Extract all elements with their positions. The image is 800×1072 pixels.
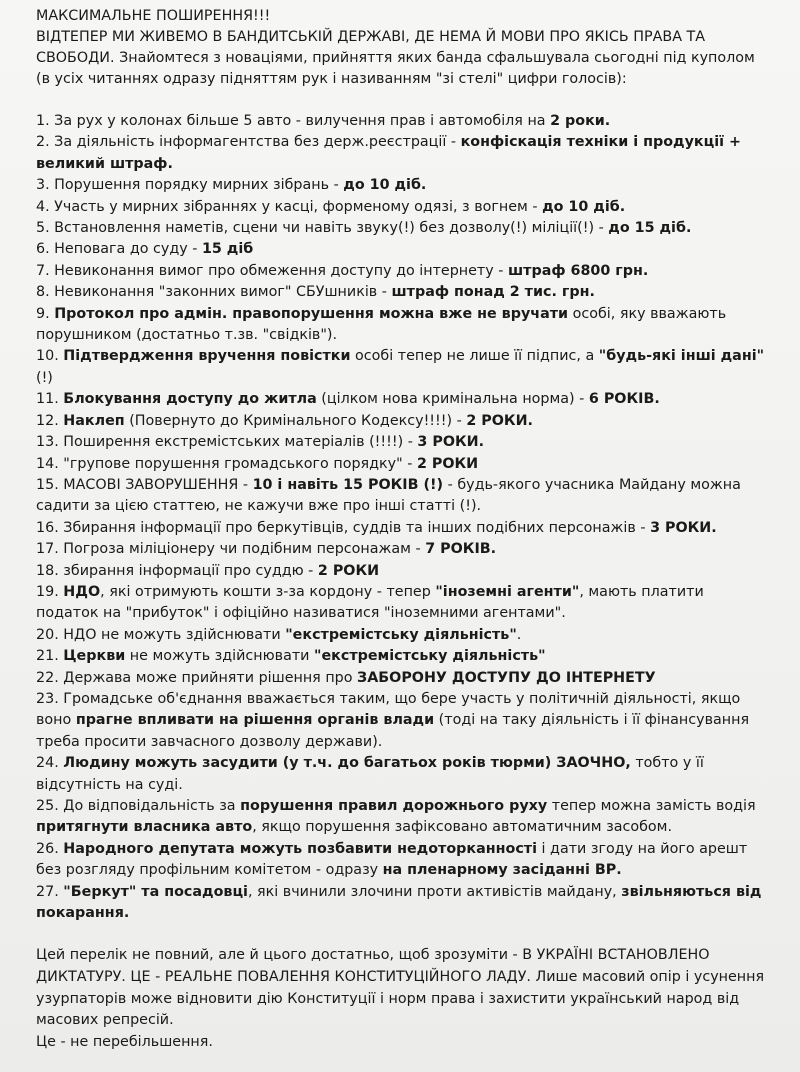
- text: не можуть здійснювати: [125, 648, 315, 665]
- list-item: [36, 389, 766, 410]
- closing-paragraph: Цей перелік не повний, але й цього достатньо, щоб зрозуміти - В УКРАЇНІ ВСТАНОВЛЕНО ДИКТАТУРУ. ЦЕ - РЕАЛЬНЕ ПОВАЛЕННЯ КОНСТИТУЦІЙНОГО ЛАДУ. Лише масовий опір і усунення узурпаторів може відновити дію Конституції і норм права і захистити український народ від масових репресій.: [36, 947, 765, 1029]
- bold-text: Блокування доступу до житла: [63, 391, 317, 408]
- heading-line-2: ВІДТЕПЕР МИ ЖИВЕМО В БАНДИТСЬКІЙ ДЕРЖАВІ, ДЕ НЕМА Й МОВИ ПРО ЯКІСЬ ПРАВА ТА СВОБОДИ.: [36, 29, 706, 66]
- text: 9.: [36, 305, 55, 322]
- text: особі, яку вважають порушником (достатньо т.зв. "свідків").: [36, 305, 727, 344]
- text: і дати згоду на його арешт без розгляду профільним комітетом - одразу: [36, 840, 748, 879]
- list-item: [36, 668, 766, 689]
- bold-text: до 10 діб.: [343, 177, 427, 194]
- bold-text: Протокол про адмін. правопорушення можна вже не вручати: [54, 305, 569, 322]
- text: тепер можна замість водія: [547, 798, 756, 814]
- list-item: [36, 175, 766, 196]
- list-item: [36, 882, 766, 925]
- bold-text: 3 РОКИ.: [650, 519, 717, 536]
- text: 16. Збирання інформації про беркутівців, суддів та інших подібних персонажів -: [36, 519, 651, 536]
- list-item: [36, 261, 766, 282]
- list-item: [36, 518, 766, 539]
- text: (тоді на таку діяльність і її фінансування треба просити завчасного дозволу держави).: [36, 712, 750, 750]
- bold-text: 3 РОКИ.: [417, 434, 485, 451]
- text: , мають платити податок на "прибуток" і офіційно називатися "іноземними агентами".: [36, 583, 704, 622]
- bold-text: Наклеп: [63, 412, 125, 429]
- list-item: [36, 839, 766, 882]
- text: 25. До відповідальність за: [36, 798, 241, 814]
- text: 3. Порушення порядку мирних зібрань -: [36, 177, 344, 194]
- document-heading: [36, 6, 766, 90]
- bold-text: 2 РОКИ: [416, 455, 479, 472]
- heading-line-1: МАКСИМАЛЬНЕ ПОШИРЕННЯ!!!: [36, 8, 271, 24]
- bold-text: "екстремістську діяльність": [285, 626, 517, 643]
- list-item: [36, 582, 766, 625]
- bold-text: штраф понад 2 тис. грн.: [391, 284, 595, 301]
- list-item: [36, 475, 766, 518]
- list-item: [36, 218, 766, 239]
- bold-text: на пленарному засіданні ВР.: [382, 862, 622, 879]
- closing-section: [36, 945, 766, 1053]
- list-item: [36, 346, 766, 389]
- text: 26.: [36, 840, 64, 857]
- text: 27.: [36, 883, 64, 900]
- bold-text: 2 РОКИ.: [466, 412, 533, 429]
- list-item: [36, 411, 766, 432]
- bold-text: НДО: [63, 583, 101, 600]
- text: (!): [36, 369, 53, 386]
- text: 1. За рух у колонах більше 5 авто - вилучення прав і автомобіля на: [36, 113, 551, 129]
- bold-text: конфіскація техніки і продукції + великий штраф.: [36, 134, 741, 172]
- list-item: [36, 561, 766, 582]
- bold-text: прагне впливати на рішення органів влади: [75, 712, 435, 729]
- text: 13. Поширення екстремістських матеріалів (!!!!) -: [36, 434, 418, 451]
- bold-text: "будь-які інші дані": [598, 348, 765, 365]
- bold-text: штраф 6800 грн.: [507, 262, 649, 279]
- bold-text: 2 РОКИ: [317, 562, 380, 579]
- list-item: [36, 304, 766, 347]
- new-laws-list: [36, 111, 766, 924]
- list-item: [36, 432, 766, 453]
- text: , які вчинили злочини проти активістів майдану,: [247, 883, 622, 900]
- text: 14. "групове порушення громадського порядку" -: [36, 455, 417, 472]
- text: 4. Участь у мирних зібраннях у касці, форменому одязі, з вогнем -: [36, 198, 543, 215]
- list-item: [36, 111, 766, 132]
- text: (цілком нова кримінальна норма) -: [316, 391, 589, 408]
- bold-text: 10 і навіть 15 РОКІВ (!): [252, 476, 444, 493]
- list-item: [36, 197, 766, 218]
- list-item: [36, 454, 766, 475]
- text: 19.: [36, 583, 64, 600]
- text: 10.: [36, 348, 64, 365]
- bold-text: Народного депутата можуть позбавити недоторканності: [63, 840, 537, 857]
- bold-text: "Беркут" та посадовці: [63, 883, 248, 900]
- bold-text: 15 діб: [201, 241, 254, 258]
- list-item: [36, 625, 766, 646]
- bold-text: звільняються від покарання.: [36, 883, 762, 922]
- text: 12.: [36, 412, 64, 429]
- text: 24.: [36, 755, 64, 772]
- text: особі тепер не лише її підпис, а: [350, 348, 599, 365]
- bold-text: Людину можуть засудити (у т.ч. до багатьох років тюрми) ЗАОЧНО,: [63, 755, 631, 772]
- list-item: [36, 539, 766, 560]
- text: 20. НДО не можуть здійснювати: [36, 626, 286, 643]
- intro-text: Знайомтеся з новаціями, прийняття яких банда сфальшувала сьогодні під куполом (в усіх читаннях одразу підняттям рук і називанням "зі стелі" цифри голосів):: [36, 50, 755, 87]
- text: 7. Невиконання вимог про обмеження доступу до інтернету -: [36, 262, 508, 279]
- bold-text: 6 РОКІВ.: [588, 391, 660, 408]
- list-item: [36, 689, 766, 753]
- bold-text: притягнути власника авто: [36, 819, 253, 836]
- text: , якщо порушення зафіксовано автоматичним засобом.: [252, 819, 672, 836]
- text: 15. МАСОВІ ЗАВОРУШЕННЯ -: [36, 476, 253, 493]
- bold-text: "іноземні агенти": [435, 583, 580, 600]
- bold-text: до 10 діб.: [542, 198, 626, 215]
- text: (Повернуто до Кримінального Кодексу!!!!) -: [124, 412, 467, 429]
- text: - будь-якого учасника Майдану можна садити за цією статтею, не кажучи вже про інші статті (!).: [36, 476, 741, 515]
- text: 23. Громадське об'єднання вважається таким, що бере участь у політичній діяльності, якщо воно: [36, 690, 741, 729]
- bold-text: ЗАБОРОНУ ДОСТУПУ ДО ІНТЕРНЕТУ: [357, 669, 656, 686]
- text: 8. Невиконання "законних вимог" СБУшників -: [36, 284, 392, 301]
- text: 17. Погроза міліціонеру чи подібним персонажам -: [36, 541, 426, 558]
- bold-text: Підтвердження вручення повістки: [63, 348, 351, 365]
- list-item: [36, 239, 766, 260]
- text: , які отримують кошти з-за кордону - тепер: [100, 583, 436, 600]
- text: 5. Встановлення наметів, сцени чи навіть звуку(!) без дозволу(!) міліції(!) -: [36, 220, 609, 237]
- list-item: [36, 796, 766, 839]
- text: 2. За діяльність інформагентства без держ.реєстрації -: [36, 134, 461, 151]
- bold-text: 7 РОКІВ.: [425, 541, 497, 558]
- final-line: Це - не перебільшення.: [36, 1033, 213, 1050]
- bold-text: Церкви: [63, 648, 126, 665]
- bold-text: до 15 діб.: [608, 220, 692, 237]
- text: .: [516, 626, 522, 643]
- list-item: [36, 753, 766, 796]
- list-item: [36, 132, 766, 175]
- list-item: [36, 282, 766, 303]
- bold-text: порушення правил дорожнього руху: [240, 798, 548, 814]
- text: 18. збирання інформації про суддю -: [36, 562, 318, 579]
- text: 21.: [36, 648, 64, 665]
- text: тобто у її відсутність на суді.: [36, 755, 704, 793]
- text: 11.: [36, 391, 64, 408]
- text: 6. Неповага до суду -: [36, 241, 202, 258]
- bold-text: "екстремістську діяльність": [314, 648, 546, 665]
- text: 22. Держава може прийняти рішення про: [36, 669, 358, 686]
- bold-text: 2 роки.: [550, 113, 611, 129]
- list-item: [36, 646, 766, 667]
